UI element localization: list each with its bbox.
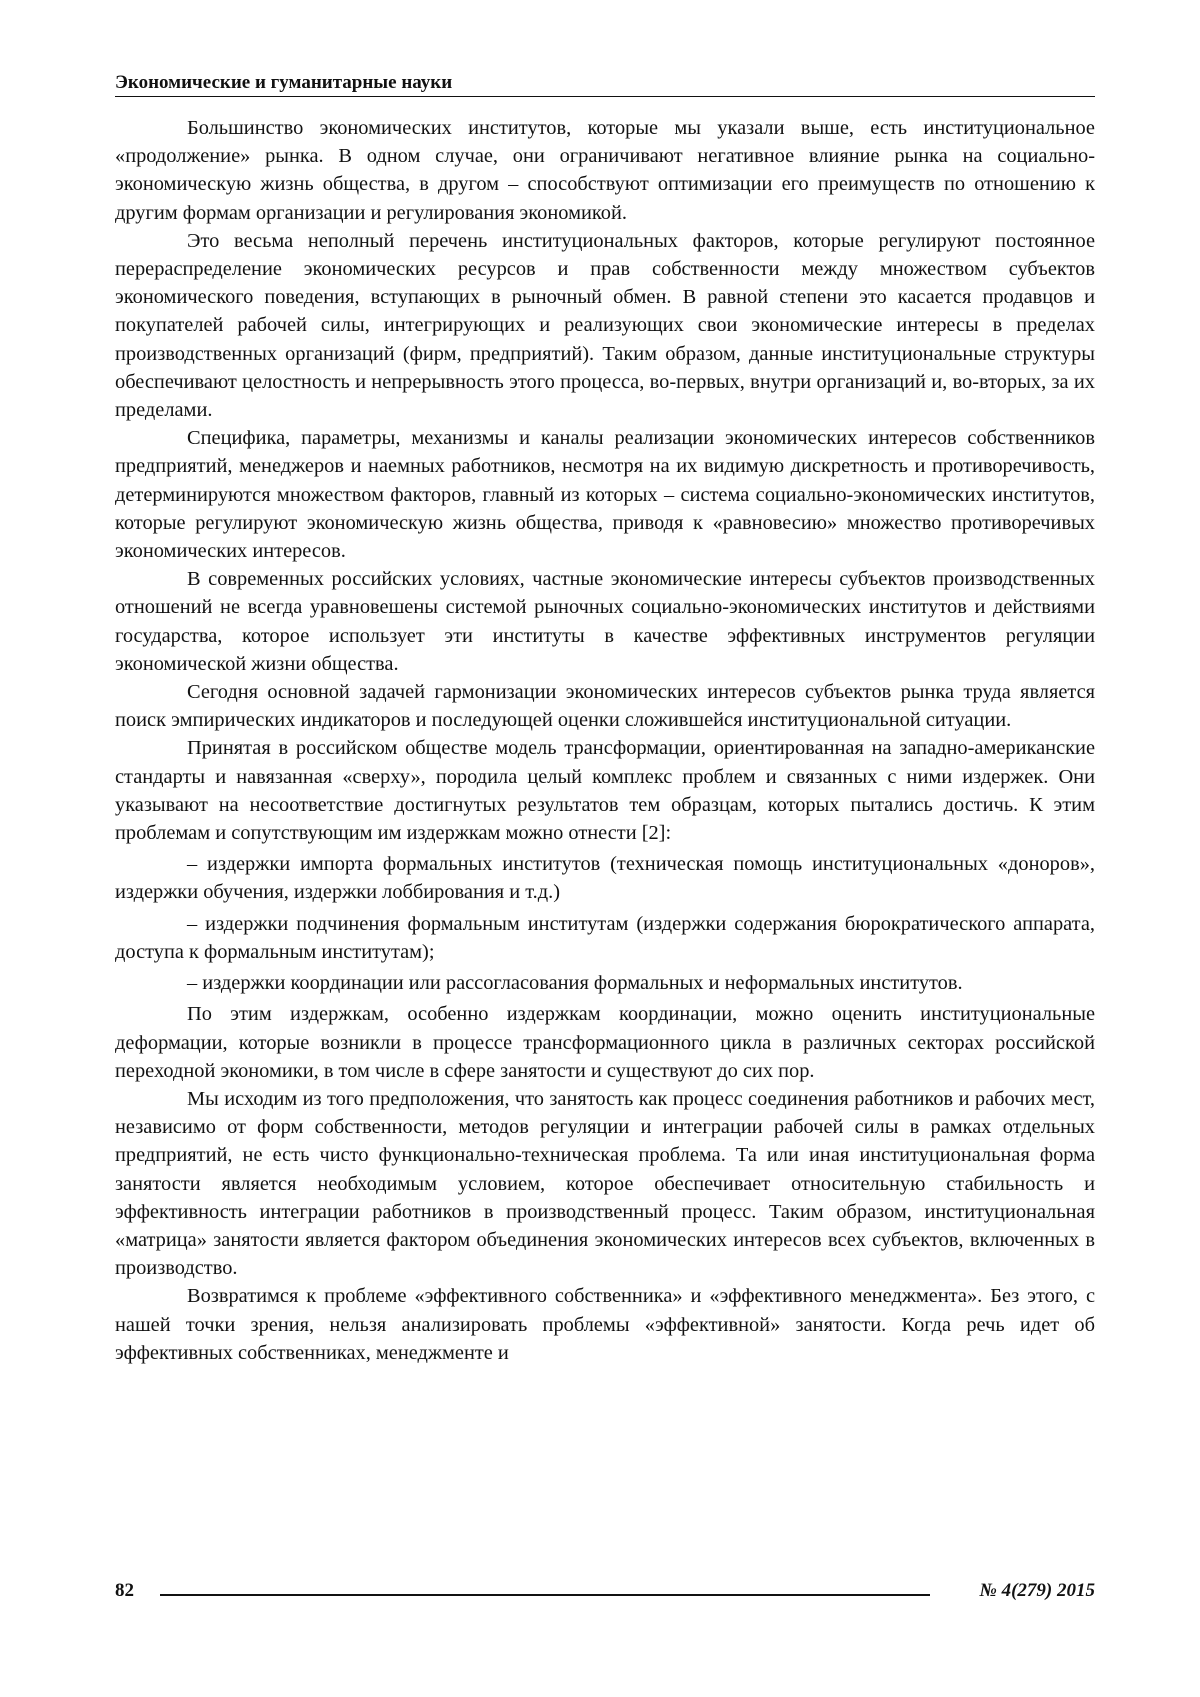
document-page [0, 0, 1200, 1697]
paragraph: Принятая в российском обществе модель трансформации, ориентированная на западно-американские стандарты и навязанная «сверху», породила целый комплекс проблем и связанных с ними издержек. Они указывают на несоответствие достигнутых результатов тем образцам, которых пытались достичь. К этим проблемам и сопутствующим им издержкам можно отнести [2]: [115, 734, 1095, 847]
paragraph: Сегодня основной задачей гармонизации экономических интересов субъектов рынка труда является поиск эмпирических индикаторов и последующей оценки сложившейся институциональной ситуации. [115, 678, 1095, 734]
list-item: – издержки импорта формальных институтов (техническая помощь институциональных «доноров», издержки обучения, издержки лоббирования и т.д.) [115, 850, 1095, 906]
paragraph: По этим издержкам, особенно издержкам координации, можно оценить институциональные деформации, которые возникли в процессе трансформационного цикла в различных секторах российской переходной экономики, в том числе в сфере занятости и существуют до сих пор. [115, 1000, 1095, 1085]
page-number: 82 [115, 1580, 134, 1602]
paragraph: Специфика, параметры, механизмы и каналы реализации экономических интересов собственников предприятий, менеджеров и наемных работников, несмотря на их видимую дискретность и противоречивость, детерминируются множеством факторов, главный из которых – система социально-экономических институтов, которые регулируют экономическую жизнь общества, приводя к «равновесию» множество противоречивых экономических интересов. [115, 424, 1095, 565]
running-header: Экономические и гуманитарные науки [115, 72, 1095, 97]
issue-label: № 4(279) 2015 [979, 1580, 1095, 1602]
paragraph: Возвратимся к проблеме «эффективного собственника» и «эффективного менеджмента». Без этого, с нашей точки зрения, нельзя анализировать проблемы «эффективной» занятости. Когда речь идет об эффективных собственниках, менеджменте и [115, 1282, 1095, 1367]
paragraph: В современных российских условиях, частные экономические интересы субъектов производственных отношений не всегда уравновешены системой рыночных социально-экономических институтов и действиями государства, которое использует эти институты в качестве эффективных инструментов регуляции экономической жизни общества. [115, 565, 1095, 678]
article-body [115, 114, 1095, 1367]
list-item: – издержки подчинения формальным институтам (издержки содержания бюрократического аппарата, доступа к формальным институтам); [115, 910, 1095, 966]
footer-divider [160, 1594, 930, 1596]
list-item: – издержки координации или рассогласования формальных и неформальных институтов. [115, 969, 1095, 997]
page-footer [115, 1580, 1095, 1610]
paragraph: Большинство экономических институтов, которые мы указали выше, есть институциональное «продолжение» рынка. В одном случае, они ограничивают негативное влияние рынка на социально-экономическую жизнь общества, в другом – способствуют оптимизации его преимуществ по отношению к другим формам организации и регулирования экономикой. [115, 114, 1095, 227]
paragraph: Мы исходим из того предположения, что занятость как процесс соединения работников и рабочих мест, независимо от форм собственности, методов регуляции и интеграции рабочей силы в рамках отдельных предприятий, не есть чисто функционально-техническая проблема. Та или иная институциональная форма занятости является необходимым условием, которое обеспечивает относительную стабильность и эффективность интеграции работников в производственный процесс. Таким образом, институциональная «матрица» занятости является фактором объединения экономических интересов всех субъектов, включенных в производство. [115, 1085, 1095, 1282]
paragraph: Это весьма неполный перечень институциональных факторов, которые регулируют постоянное перераспределение экономических ресурсов и прав собственности между множеством субъектов экономического поведения, вступающих в рыночный обмен. В равной степени это касается продавцов и покупателей рабочей силы, интегрирующих и реализующих свои экономические интересы в пределах производственных организаций (фирм, предприятий). Таким образом, данные институциональные структуры обеспечивают целостность и непрерывность этого процесса, во-первых, внутри организаций и, во-вторых, за их пределами. [115, 227, 1095, 424]
